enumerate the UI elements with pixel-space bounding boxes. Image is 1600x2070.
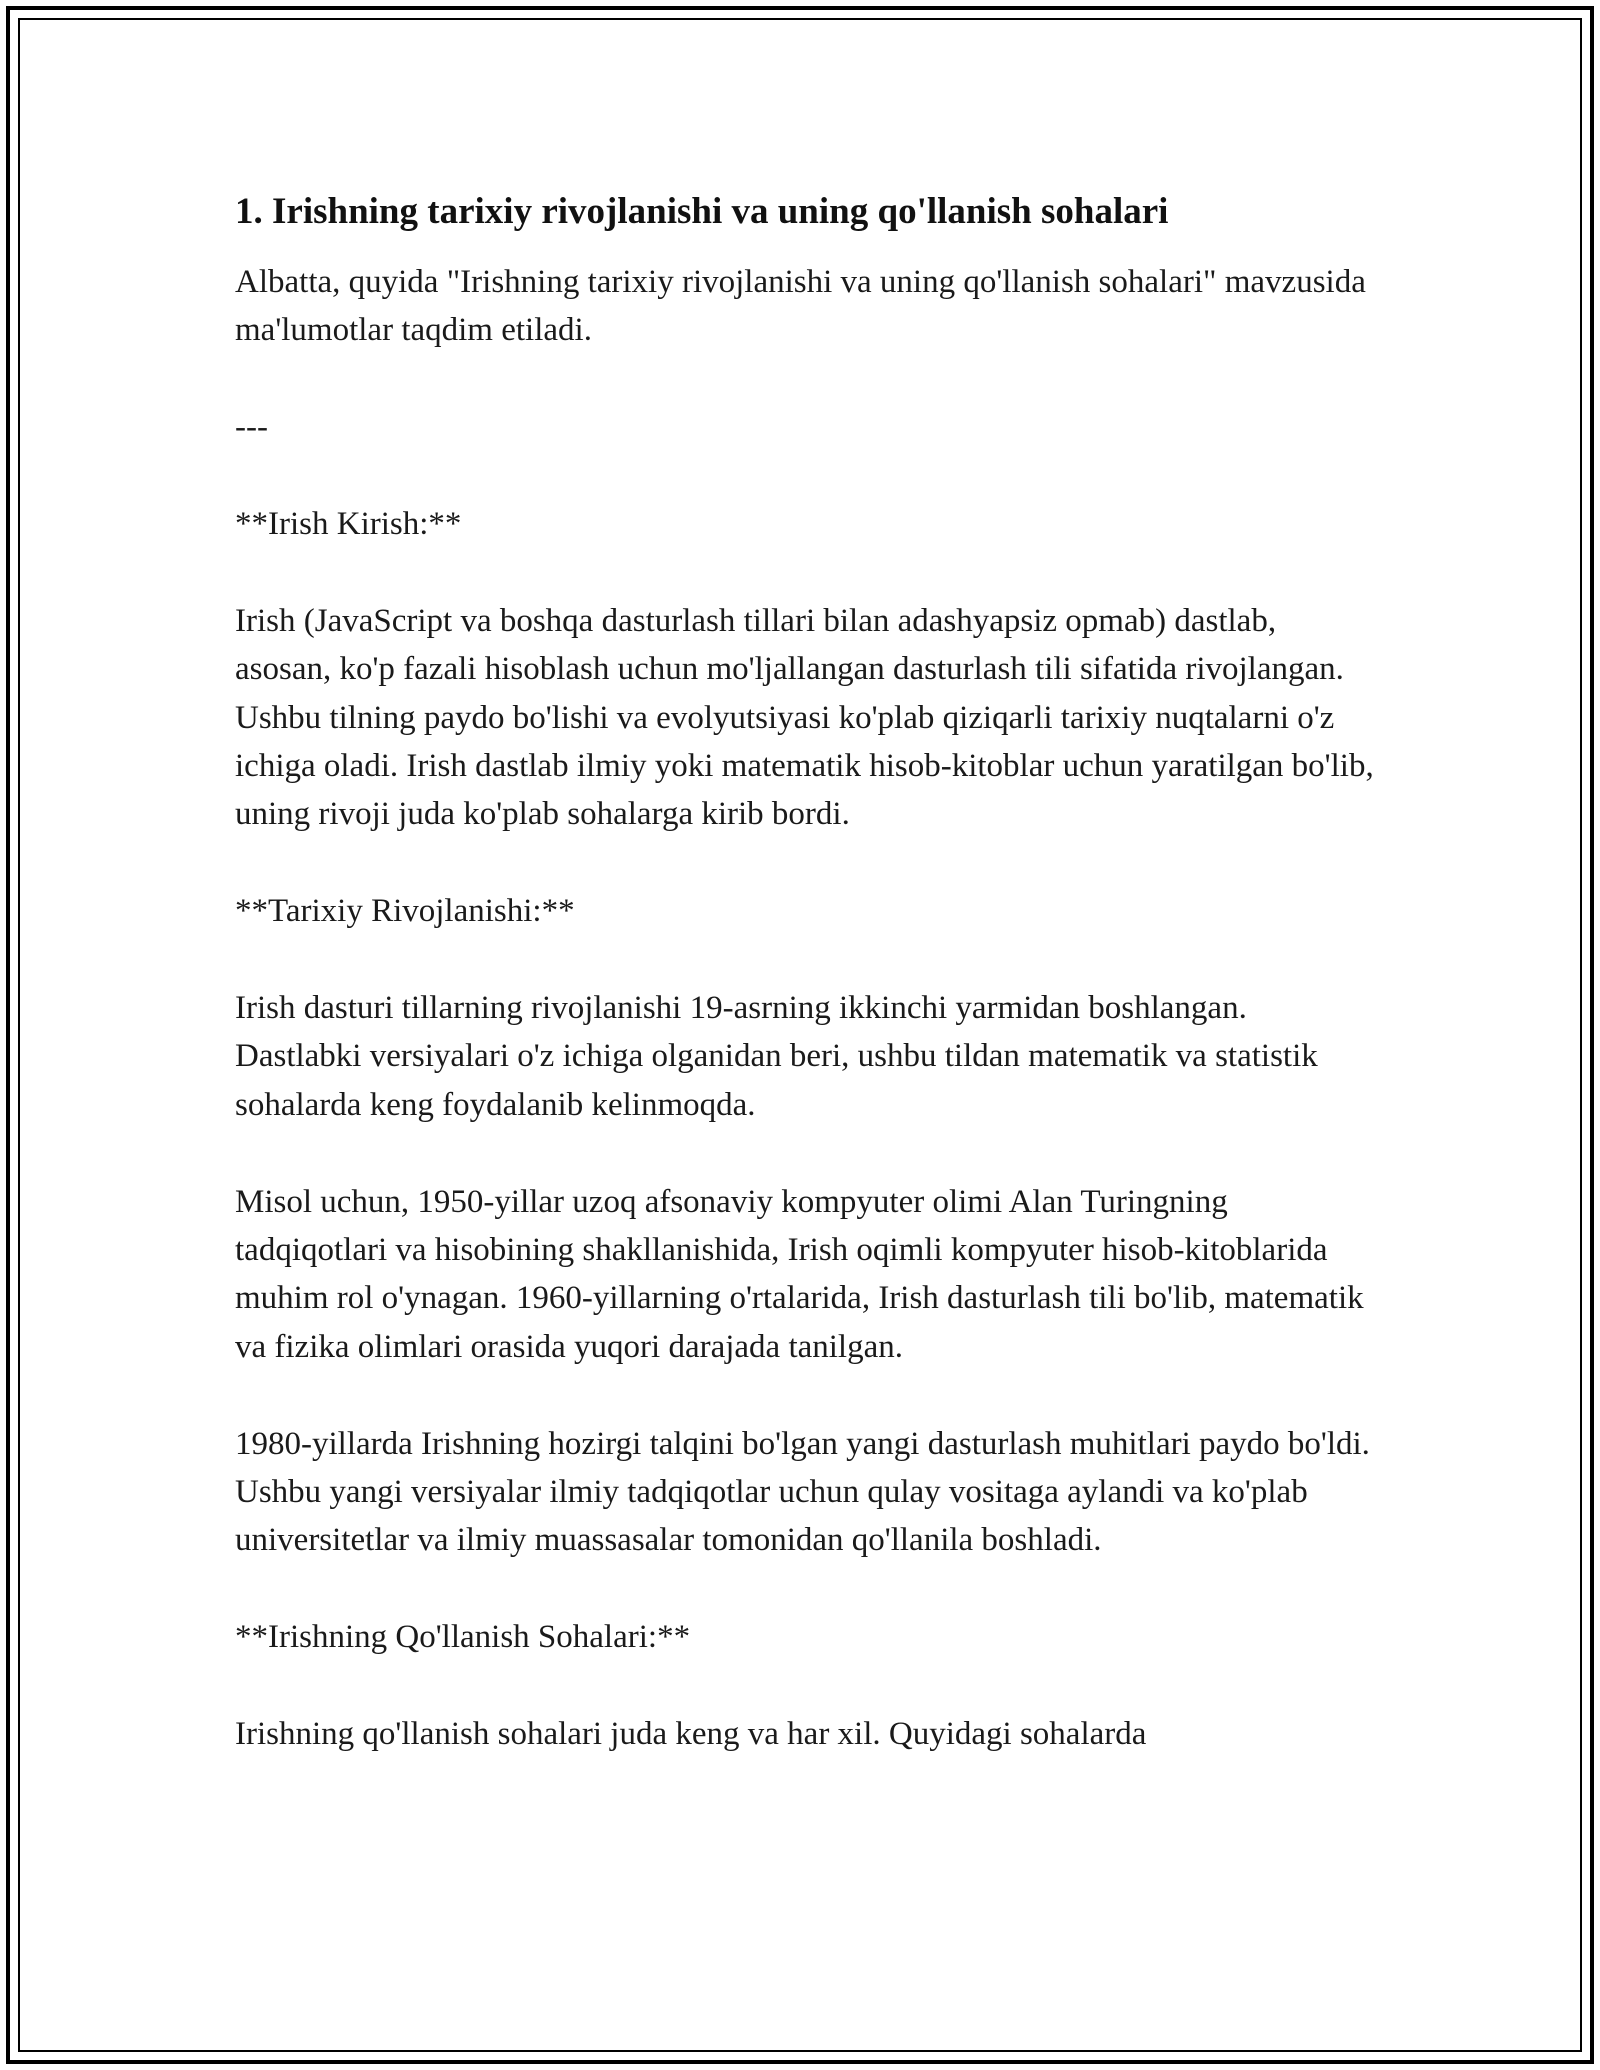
sohalar-paragraph: Irishning qo'llanish sohalari juda keng va har xil. Quyidagi sohalarda [235, 1716, 1147, 1753]
section-heading-kirish: **Irish Kirish:** [235, 506, 462, 542]
document-title: 1. Irishning tarixiy rivojlanishi va uning qo'llanish sohalari [235, 191, 1169, 232]
document-body [235, 188, 1375, 1758]
tarixiy-paragraph-2: Misol uchun, 1950-yillar uzoq afsonaviy kompyuter olimi Alan Turingning tadqiqotlari va hisobining shakllanishida, Irish oqimli kompyuter hisob-kitoblarida muhim rol o'ynagan. 1960-yillarning o'rtalarida, Irish dasturlash tili bo'lib, matematik va fizika olimlari orasida yuqori darajada tanilgan. [235, 1183, 1364, 1365]
section-heading-tarixiy: **Tarixiy Rivojlanishi:** [235, 893, 575, 930]
tarixiy-paragraph-3: 1980-yillarda Irishning hozirgi talqini bo'lgan yangi dasturlash muhitlari paydo bo'ldi. Ushbu yangi versiyalar ilmiy tadqiqotlar uchun qulay vositaga aylandi va ko'plab universitetlar va ilmiy muassasalar tomonidan qo'llanila boshladi. [235, 1425, 1370, 1559]
separator: --- [235, 409, 268, 446]
tarixiy-paragraph-1: Irish dasturi tillarning rivojlanishi 19-asrning ikkinchi yarmidan boshlangan. Dastlabki versiyalari o'z ichiga olganidan beri, ushbu tildan matematik va statistik sohalarda keng foydalanib kelinmoqda. [235, 990, 1318, 1123]
section-heading-sohalar: **Irishning Qo'llanish Sohalari:** [235, 1619, 691, 1656]
intro-paragraph: Albatta, quyida "Irishning tarixiy rivojlanishi va uning qo'llanish sohalari" mavzusida ma'lumotlar taqdim etiladi. [235, 264, 1366, 349]
kirish-paragraph: Irish (JavaScript va boshqa dasturlash tillari bilan adashyapsiz opmab) dastlab, asosan, ko'p fazali hisoblash uchun mo'ljallangan dasturlash tili sifatida rivojlangan. Ushbu tilning paydo bo'lishi va evolyutsiyasi ko'plab qiziqarli tarixiy nuqtalarni o'z ichiga oladi. Irish dastlab ilmiy yoki matematik hisob-kitoblar uchun yaratilgan bo'lib, uning rivoji juda ko'plab sohalarga kirib bordi. [235, 602, 1374, 833]
